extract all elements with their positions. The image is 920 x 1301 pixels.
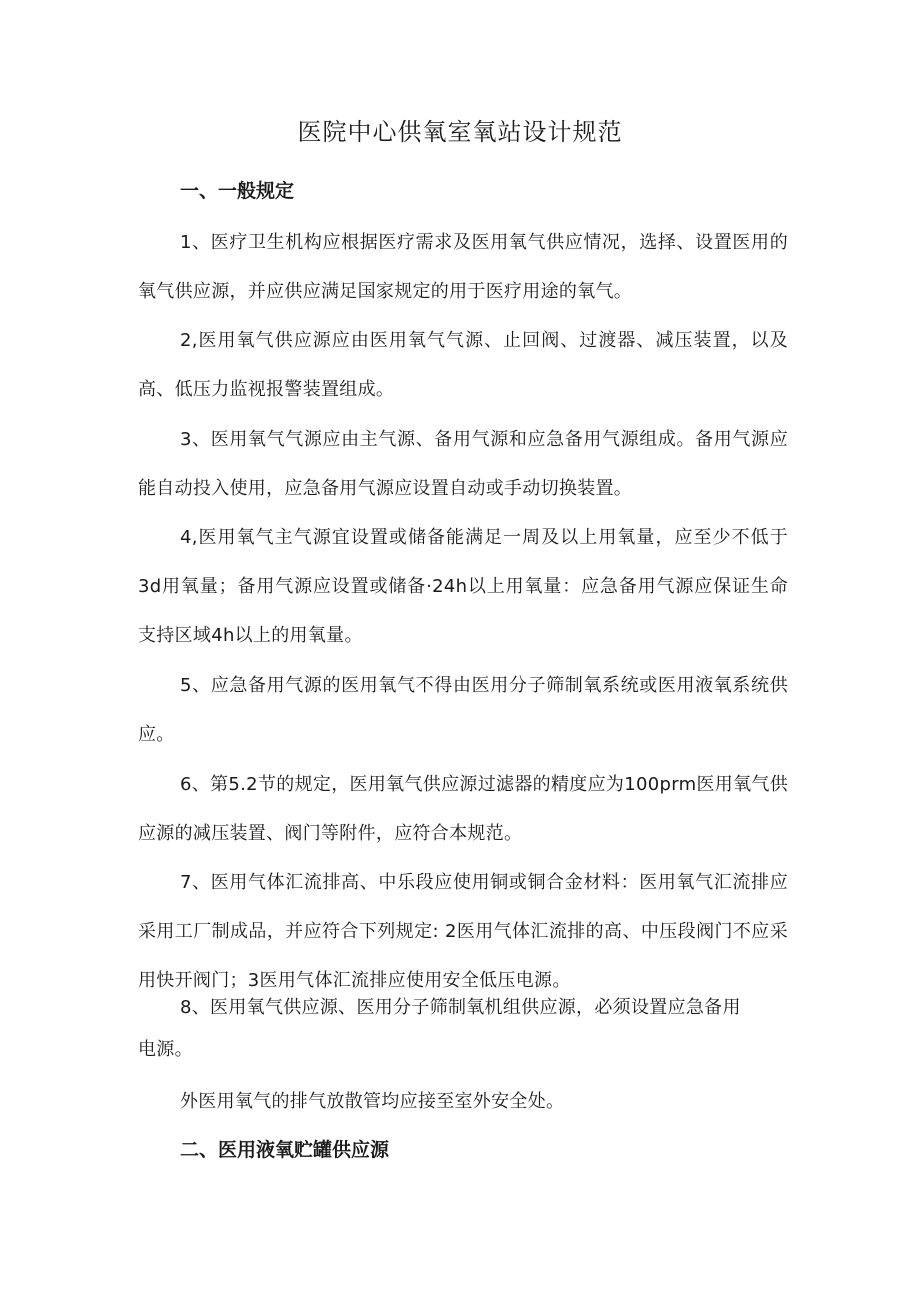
paragraph-8: 8、医用氧气供应源、医用分子筛制氧机组供应源，必须设置应急备用电源。 — [138, 997, 741, 1060]
section-heading-liquid-oxygen: 二、医用液氧贮罐供应源 — [180, 1139, 390, 1161]
paragraph-1: 1、医疗卫生机构应根据医疗需求及医用氧气供应情况，选择、设置医用的氧气供应源，并应供应满足国家规定的用于医疗用途的氧气。 — [138, 232, 788, 302]
section-heading-general: 一、一般规定 — [180, 180, 295, 202]
paragraph-7: 7、医用气体汇流排高、中乐段应使用铜或铜合金材料：医用氧气汇流排应采用工厂制成品，并应符合下列规定: 2医用气体汇流排的高、中压段阀门不应采用快开阀门；3医用气体汇流排应使用安全低压电源。 — [138, 872, 788, 991]
paragraph-2: 2,医用氧气供应源应由医用氧气气源、止回阀、过渡器、减压装置，以及高、低压力监视报警装置组成。 — [138, 330, 788, 400]
document-title: 医院中心供氧室氧站设计规范 — [297, 118, 623, 146]
paragraph-4: 4,医用氧气主气源宜设置或储备能满足一周及以上用氧量，应至少不低于3d用氧量；备用气源应设置或储备·24h以上用氧量：应急备用气源应保证生命支持区域4h以上的用氧量。 — [138, 527, 788, 646]
paragraph-3: 3、医用氧气气源应由主气源、备用气源和应急备用气源组成。备用气源应能自动投入使用，应急备用气源应设置自动或手动切换装置。 — [138, 429, 788, 499]
paragraph-9: 外医用氧气的排气放散管均应接至室外安全处。 — [180, 1091, 565, 1112]
paragraph-6: 6、第5.2节的规定，医用氧气供应源过滤器的精度应为100prm医用氧气供应源的减压装置、阀门等附件，应符合本规范。 — [138, 774, 788, 844]
paragraph-5: 5、应急备用气源的医用氧气不得由医用分子筛制氧系统或医用液氧系统供应。 — [138, 675, 788, 745]
